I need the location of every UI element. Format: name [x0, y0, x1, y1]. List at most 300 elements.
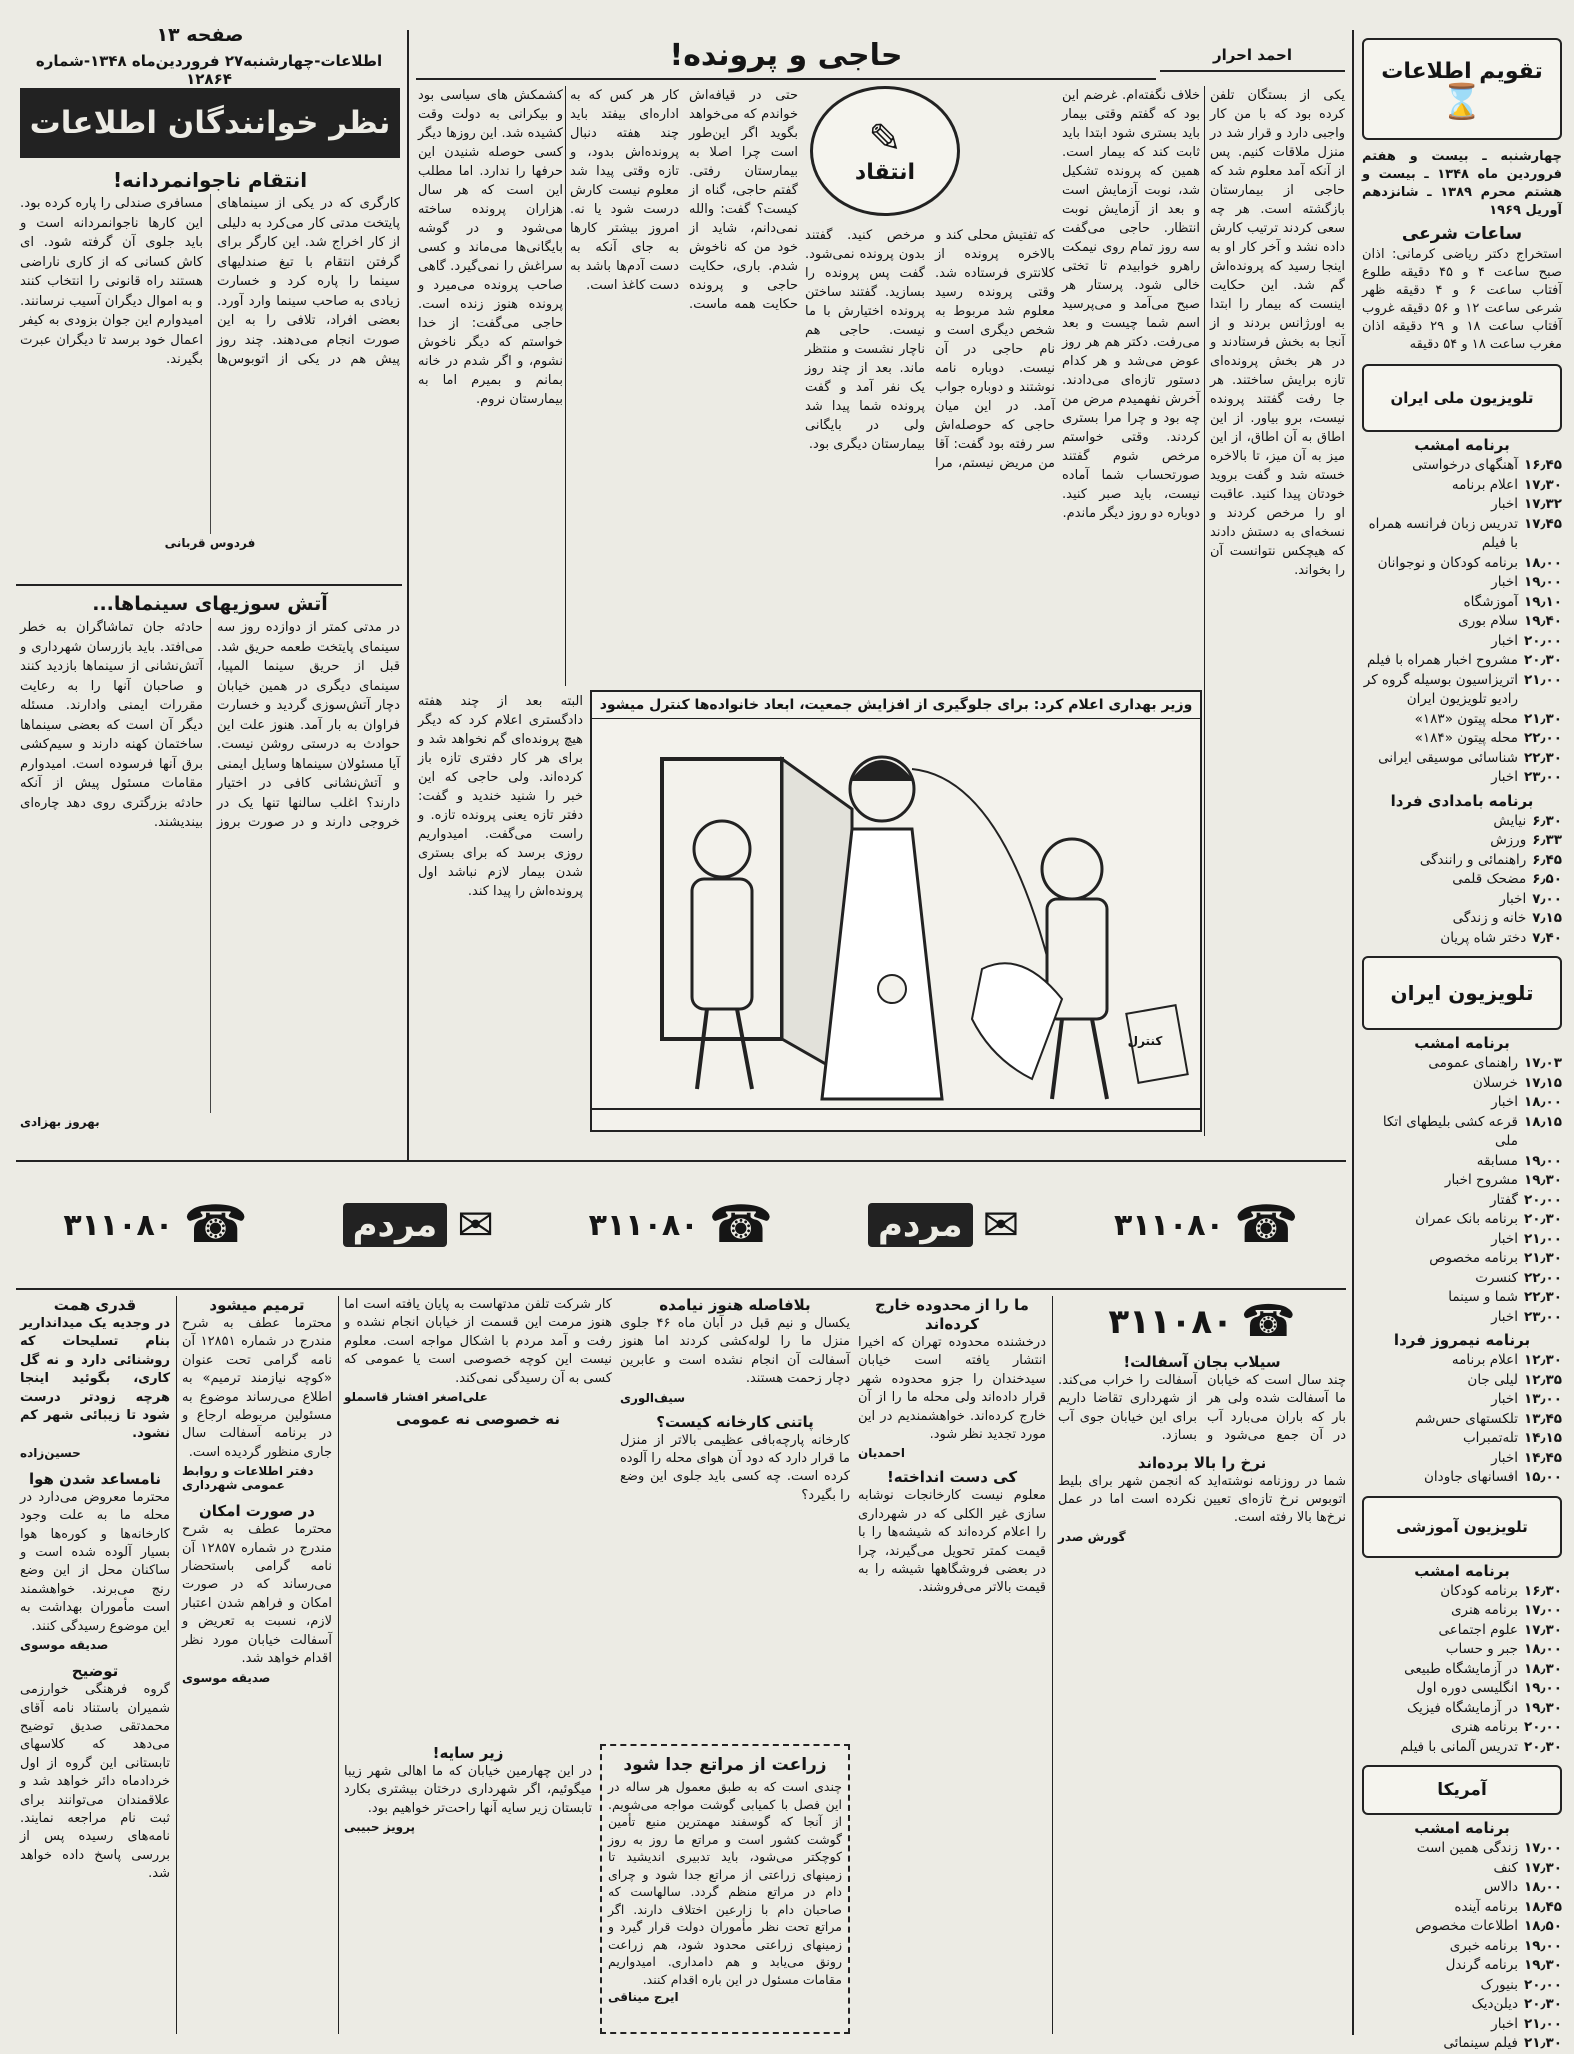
hajji-column-1: یکی از بستگان تلفن کرده بود که با من کار واجبی دارد و قرار شد در منزل ملاقات کنیم. پس از آنکه آمد معلوم شد که حاجی از بیمارستان بازگشته است. هر چه سعی کردند ترتیب کارش داده نشد و آخر کار او به اینجا رسید که پرونده‌اش گم شد. این حکایت اینست که بیمار را ابتدا به اورژانس بردند و از آنجا به بخش فرستادند و در هر بخش پرونده‌ای تازه برایش ساختند. هر جا رفت گفتند پرونده نیست، برو بیاور. از این اطاق به آن اطاق، از این میز به آن میز، تا بالاخره خسته شد و گفت بروید خودتان پیدا کنید. عاقبت او را مرخص کردند و نسخه‌ای به دستش دادند که هیچکس نتوانست آن را بخواند.: [1210, 88, 1345, 578]
tv2-program-row: [1362, 1308, 1562, 1328]
tv2-program-name: گفتار: [1490, 1191, 1518, 1208]
tv4-program-name: برنامه آینده: [1454, 1898, 1518, 1915]
tv2-program-time: ۱۷٫۱۵: [1523, 1074, 1562, 1091]
tv2-program-row: [1362, 1152, 1562, 1172]
c5-text: محترما عطف به شرح مندرج در شماره ۱۲۸۵۷ آن نامه گرامی باستحضار می‌رساند که در صورت امکان و فراهم شدن اعتبار لازم، نسبت به تعریض و آسفالت خیابان مورد نظر اقدام خواهد شد.: [182, 1522, 332, 1667]
tv1-tomorrow-time: ۶٫۳۳: [1532, 832, 1562, 848]
tv4-list: [1362, 1839, 1562, 2054]
tv2-program-time: ۲۲٫۳۰: [1523, 1289, 1562, 1305]
calendar-divider: [1352, 30, 1354, 2035]
calendar-icon: ⌛: [1440, 81, 1484, 122]
tv4-program-name: اطلاعات مخصوص: [1415, 1918, 1518, 1934]
tv3-program-time: ۱۸٫۰۰: [1523, 1641, 1562, 1657]
tv3-program-row: [1362, 1660, 1562, 1680]
tv4-program-name: برنامه خبری: [1449, 1937, 1518, 1954]
tv1-program-row: [1362, 495, 1562, 515]
tv3-program-name: برنامه هنری: [1450, 1602, 1518, 1618]
reader-column-title: نظر خوانندگان اطلاعات: [29, 105, 391, 141]
tv3-program-row: [1362, 1718, 1562, 1738]
tv1-tomorrow-time: ۶٫۳۰: [1532, 812, 1562, 829]
calendar-logo: [1362, 38, 1562, 140]
tv4-program-name: دالاس: [1484, 1879, 1518, 1895]
tv1-tomorrow-row: [1362, 909, 1562, 929]
tv4-program-time: ۱۷٫۳۰: [1523, 1859, 1562, 1876]
hajji-divider-1: [1204, 86, 1205, 1136]
c8-text: یکسال و نیم قبل در آبان ماه ۴۶ جلوی منزل ما را لوله‌کشی کردند اما هنوز آسفالت آن انجام نشده است و عابرین دچار زحمت هستند.: [620, 1316, 850, 1387]
c6-text: کار شرکت تلفن مدتهاست به پایان یافته است اما هنوز مرمت این قسمت از خیابان انجام نشده و رفت و آمد مردم با اشکال مواجه است. معلوم نیست این کوچه خصوصی است یا عمومی که کسی به آن رسیدگی نمی‌کند.: [344, 1297, 612, 1386]
tv3-program-name: برنامه هنری: [1450, 1719, 1518, 1735]
tv4-program-name: دیلن‌دیک: [1471, 1996, 1518, 2012]
tv1-program-time: ۱۹٫۱۰: [1523, 593, 1562, 610]
c7-text: در این چهارمین خیابان که ما اهالی شهر زیبا میگوئیم، اگر شهرداری درختان بیشتری بکارد تابستان زیر سایه آنها راحت‌تر خواهیم بود.: [344, 1764, 592, 1816]
telephone-icon: ☎: [183, 1195, 248, 1255]
tv4-logo: [1362, 1765, 1562, 1815]
hajji-divider-2: [565, 86, 566, 686]
tv2-program-row: [1362, 1171, 1562, 1191]
tv1-tomorrow-name: ورزش: [1490, 832, 1527, 848]
tv2-program-time: ۱۸٫۱۵: [1523, 1113, 1562, 1130]
hajji-column-4: حتی در قیافه‌اش خواندم که می‌خواهد بگوید اگر این‌طور است چرا اصلا به بیمارستان رفتی. گفتم حاجی، گناه از کیست؟ گفت: والله نمی‌دانم، شاید از خود من که ناخوش شدم. باری، حکایت حاجی و پرونده حکایت همه ماست. کار هر کس که به اداره‌ای بیفتد باید چند هفته دنبال پرونده‌اش بدود، و تازه وقتی پیدا شد معلوم نیست کارش درست شود یا نه. امروز بیشتر کارها به جای آنکه به دست آدم‌ها باشد به دست کاغذ است.: [570, 88, 798, 312]
tv4-program-time: ۱۸٫۵۰: [1523, 1918, 1562, 1934]
tv1-program-time: ۱۶٫۴۵: [1523, 457, 1562, 473]
tv2-tomorrow-title: برنامه نیمروز فردا: [1393, 1331, 1531, 1349]
vengeance-text: کارگری که در یکی از سینماهای پایتخت مدتی کار می‌کرد به دلیلی از کار اخراج شد. این کارگر برای گرفتن انتقام با تیغ صندلیهای سینما را پاره کرد و خسارت زیادی به صاحب سینما وارد آورد. بعضی افراد، تلافی را به این صورت انجام می‌دهند. چند روز پیش هم در یکی از اتوبوس‌ها مسافری صندلی را پاره کرده بود. این کارها ناجوانمردانه است و باید جلوی آن گرفته شود. ای کاش کسانی که از کاری ناراضی هستند راه قانونی را انتخاب کنند و به اموال دیگران آسیب نرسانند. امیدوارم این جوان بزودی به کیفر اعمال خود برسد تا دیگران عبرت بگیرند.: [20, 196, 400, 367]
banner-block-2: [868, 1200, 1019, 1251]
tv4-program-row: [1362, 1839, 1562, 1859]
c5-author: صدیقه موسوی: [182, 1670, 271, 1685]
c8-author: سیف‌الوری: [620, 1390, 686, 1405]
tv1-tomorrow-time: ۶٫۵۰: [1532, 871, 1562, 887]
tv1-tomorrow-name: خانه و زندگی: [1452, 910, 1527, 926]
tv1-program-name: اخبار: [1491, 574, 1518, 590]
cartoon-drawing: [592, 719, 1200, 1131]
tv1-tomorrow-name: اخبار: [1499, 890, 1527, 907]
agri-author: ایرج میناقی: [608, 1990, 679, 2004]
cartoon-box: [590, 690, 1202, 1132]
tv3-program-row: [1362, 1738, 1562, 1758]
people-col-d: [620, 1296, 850, 1736]
tv1-program-name: سلام بوری: [1458, 613, 1518, 629]
banner-phone-3: ۳۱۱۰۸۰: [63, 1207, 174, 1243]
tv3-program-time: ۱۷٫۰۰: [1523, 1602, 1562, 1618]
mailbox-icon: ✉: [982, 1199, 1020, 1251]
tv2-program-row: [1362, 1249, 1562, 1269]
tv1-program-time: ۱۹٫۰۰: [1523, 574, 1562, 590]
tv4-program-name: زندگی همین است: [1416, 1840, 1518, 1856]
tv2-tomorrow-row: [1362, 1410, 1562, 1430]
tv3-program-row: [1362, 1582, 1562, 1602]
tv4-program-row: [1362, 1976, 1562, 1996]
tv2-program-time: ۲۰٫۰۰: [1523, 1191, 1562, 1208]
tv2-program-name: اخبار: [1491, 1094, 1518, 1110]
agri-title: زراعت از مراتع جدا شود: [623, 1755, 827, 1775]
c4-author: دفتر اطلاعات و روابط عمومی شهرداری: [182, 1464, 314, 1493]
issue-line: اطلاعات-چهارشنبه۲۷ فروردین‌ماه ۱۳۴۸-شماره ۱۲۸۶۴: [35, 52, 383, 88]
reader-divider-1: [16, 584, 402, 586]
page-label: صفحه ۱۳: [156, 24, 244, 46]
banner-top-rule: [16, 1160, 1346, 1162]
tv1-program-row: [1362, 593, 1562, 613]
tv3-program-row: [1362, 1679, 1562, 1699]
tv2-program-time: ۲۱٫۰۰: [1523, 1230, 1562, 1247]
tv2-tomorrow-list: [1362, 1351, 1562, 1488]
vengeance-article: [20, 166, 400, 576]
c1-author: حسین‌زاده: [20, 1445, 81, 1460]
tv2-tomorrow-name: تلکستهای حس‌شم: [1415, 1410, 1518, 1427]
tv4-logo-text: آمریکا: [1437, 1780, 1487, 1800]
c1-text: در وجدیه یک میدانداریر بنام تسلیحات که روشنائی دارد و نه گل کاری، بگوئید اینجا هرچه زودتر درست شود تا زیبائی شهر کم نشود.: [20, 1316, 170, 1442]
prayer-text: استخراج دکتر ریاضی کرمانی: اذان صبح ساعت ۴ و ۴۵ دقیقه طلوع آفتاب ساعت ۶ و ۴ دقیقه ظهر شرعی ساعت ۱۲ و ۵۶ دقیقه غروب آفتاب ساعت ۱۸ و ۲۹ دقیقه اذان مغرب ساعت ۱۸ و ۵۴ دقیقه: [1362, 247, 1563, 352]
tv3-program-time: ۱۷٫۳۰: [1523, 1621, 1562, 1638]
criticism-logo-icon: ✎: [868, 115, 902, 162]
tv1-program-name: محله پیتون «۱۸۴»: [1414, 730, 1518, 746]
tv1-program-row: [1362, 573, 1562, 593]
tv2-tomorrow-time: ۱۲٫۳۵: [1523, 1371, 1562, 1388]
tv1-program-row: [1362, 729, 1562, 749]
criticism-logo-label: انتقاد: [854, 159, 916, 185]
people-col-a: [20, 1296, 170, 2034]
c6-title: نه خصوصی نه عمومی: [396, 1410, 560, 1429]
tv3-program-row: [1362, 1640, 1562, 1660]
tv2-program-name: برنامه مخصوص: [1429, 1250, 1518, 1266]
tv1-tomorrow-name: نیایش: [1493, 812, 1527, 829]
tv2-program-time: ۱۹٫۰۰: [1523, 1152, 1562, 1169]
tv2-tomorrow-name: تله‌تمبراب: [1462, 1430, 1518, 1446]
tv1-program-time: ۲۲٫۰۰: [1523, 730, 1562, 746]
phone-badge: [1058, 1296, 1346, 1347]
c2-text: محترما معروض می‌دارد در محله ما به علت وجود کارخانه‌ها و کوره‌ها هوا بسیار آلوده شده است و ساکنان محل از این وضع رنج می‌برند. خواهشمند است مأموران بهداشت به این موضوع رسیدگی کنند.: [20, 1489, 170, 1634]
tv2-program-row: [1362, 1074, 1562, 1094]
tv3-program-row: [1362, 1699, 1562, 1719]
tv1-program-time: ۲۰٫۰۰: [1523, 632, 1562, 649]
c3-title: توضیح: [71, 1662, 119, 1681]
c11-text: معلوم نیست کارخانجات نوشابه سازی غیر الکلی که در شهرداری را اعلام کرده‌اند که شیشه‌ها را با قیمت کمتر تحویل می‌گیرند، چرا در بعضی فروشگاهها شیشه را به قیمت بالاتر می‌فروشند.: [858, 1488, 1046, 1596]
tv1-program-row: [1362, 749, 1562, 769]
tv1-program-time: ۱۸٫۰۰: [1523, 554, 1562, 571]
c13-title: نرخ را بالا برده‌اند: [1137, 1453, 1267, 1472]
tv3-program-name: انگلیسی دوره اول: [1416, 1680, 1518, 1696]
banner-phone-1: ۳۱۱۰۸۰: [1114, 1207, 1224, 1243]
people-banner: [16, 1166, 1346, 1284]
tv2-tomorrow-name: افسانهای جاودان: [1424, 1469, 1518, 1485]
tv1-program-row: [1362, 476, 1562, 496]
tv2-tomorrow-row: [1362, 1429, 1562, 1449]
tv3-program-name: علوم اجتماعی: [1438, 1621, 1518, 1638]
tv1-tomorrow-time: ۷٫۱۵: [1532, 910, 1562, 926]
telephone-icon: ☎: [1233, 1195, 1299, 1255]
people-divider-1: [176, 1296, 177, 2034]
tv2-title: برنامه امشب: [1414, 1034, 1510, 1052]
tv4-program-time: ۱۹٫۳۰: [1523, 1957, 1562, 1973]
criticism-logo: [810, 86, 960, 216]
section-phone: ۳۱۱۰۸۰: [1108, 1301, 1233, 1342]
tv1-tomorrow-time: ۶٫۴۵: [1532, 851, 1562, 868]
tv2-tomorrow-time: ۱۴٫۱۵: [1523, 1430, 1562, 1446]
tv2-tomorrow-name: اعلام برنامه: [1451, 1352, 1518, 1368]
fire-text: در مدتی کمتر از دوازده روز سه سینمای پایتخت طعمه حریق شد. قبل از حریق سینما المپیا، سینمای دیگری در همین خیابان دچار آتش‌سوزی گردید و خسارت فراوان به بار آمد. هنوز علت این حوادث به درستی روشن نیست. آیا مسئولان سینماها وسایل ایمنی و آتش‌نشانی کافی در اختیار دارند؟ اغلب سالنها تنها یک در خروجی دارند و در صورت بروز حادثه جان تماشاگران به خطر می‌افتد. باید بازرسان شهرداری و آتش‌نشانی از سینماها بازدید کنند و صاحبان آنها را به رعایت مقررات ایمنی وادارند. مسئله دیگر آن است که بعضی سینماها ساختمان کهنه دارند و سیم‌کشی برق آنها فرسوده است. امیدوارم مقامات مسئول پیش از آنکه حادثه بزرگتری روی دهد چاره‌ای بیندیشند.: [20, 620, 400, 830]
c13-text: شما در روزنامه نوشته‌اید که انجمن شهر برای بلیط اتوبوس نرخ تازه‌ای تعیین نکرده است اما در عمل نرخ‌ها بالا رفته است.: [1058, 1473, 1346, 1526]
tv4-program-name: اخبار: [1491, 2015, 1518, 2032]
tv2-program-name: قرعه کشی بلیطهای اتکا ملی: [1382, 1113, 1518, 1149]
tv4-program-time: ۱۷٫۰۰: [1523, 1840, 1562, 1856]
tv2-program-time: ۲۲٫۰۰: [1523, 1269, 1562, 1286]
mailbox-icon: ✉: [457, 1199, 495, 1251]
c2-title: نامساعد شدن هوا: [29, 1469, 161, 1488]
main-title-box: [416, 34, 1156, 80]
tv1-program-row: [1362, 710, 1562, 730]
fire-author: بهروز بهزادی: [20, 1115, 100, 1129]
reader-column-header: [20, 88, 400, 158]
tv4-program-time: ۲۰٫۰۰: [1523, 1976, 1562, 1993]
tv1-program-time: ۱۷٫۴۵: [1523, 515, 1562, 532]
tv2-tomorrow-name: اخبار: [1491, 1391, 1518, 1407]
tv3-program-time: ۱۶٫۳۰: [1523, 1582, 1562, 1599]
tv2-program-row: [1362, 1113, 1562, 1152]
c5-title: در صورت امکان: [199, 1502, 315, 1521]
tv4-program-time: ۲۱٫۰۰: [1523, 2015, 1562, 2032]
tv2-program-name: مشروح اخبار: [1444, 1172, 1518, 1188]
tv1-tomorrow-row: [1362, 929, 1562, 949]
tv3-program-name: جبر و حساب: [1445, 1641, 1518, 1657]
hajji-column-6: البته بعد از چند هفته دادگستری اعلام کرد که دیگر هیچ پرونده‌ای گم نخواهد شد و برای هر کار دفتری تازه باز کرده‌اند. ولی حاجی که این خبر را شنید خندید و گفت: دفتر تازه یعنی پرونده تازه. و راست می‌گفت. امیدواریم روزی برسد که برای بستری شدن بیمار لازم نباشد اول پرونده‌اش را پیدا کند.: [418, 694, 583, 899]
tv2-tomorrow-row: [1362, 1449, 1562, 1469]
people-col-c2: [344, 1744, 592, 2034]
hajji-column-2: خلاف نگفته‌ام. غرضم این بود که گفتم وقتی بیمار باید بستری شود ابتدا باید ثابت کند که بیمار است. همین که پرونده تشکیل شد، نوبت آزمایش است و بعد از آزمایش نوبت انتظار. حاجی می‌گفت سه روز تمام روی نیمکت راهرو خوابیدم تا تختی خالی شود. پرستار هر صبح می‌آمد و می‌پرسید اسم شما چیست و بعد می‌رفت. دکتر هم هر روز عوض می‌شد و هر کدام دستور تازه‌ای می‌دادند. آخرش نفهمیدم مرض من چه بود و چرا مرا بستری کردند. وقتی خواستم مرخص شوم گفتند صورتحساب شما آماده نیست، باید صبر کنید. دوباره دو روز دیگر ماندم.: [1062, 88, 1200, 521]
author-name: احمد احرار: [1213, 46, 1292, 64]
c7-author: پرویز حبیبی: [344, 1820, 416, 1835]
tv1-program-time: ۱۷٫۳۲: [1523, 496, 1562, 512]
tv4-program-row: [1362, 1995, 1562, 2015]
tv1-program-name: آهنگهای درخواستی: [1412, 457, 1518, 473]
tv4-program-time: ۱۸٫۴۵: [1523, 1898, 1562, 1915]
tv1-program-row: [1362, 768, 1562, 788]
tv1-program-name: اعلام برنامه: [1451, 476, 1518, 493]
tv1-program-row: [1362, 554, 1562, 574]
tv3-program-time: ۱۸٫۳۰: [1523, 1660, 1562, 1677]
c11-title: کی دست انداخته!: [886, 1468, 1018, 1487]
tv1-program-name: شناسائی موسیقی ایرانی: [1378, 749, 1518, 766]
tv1-logo: [1362, 364, 1562, 432]
tv2-program-name: مسابقه: [1476, 1152, 1518, 1169]
tv1-program-time: ۱۹٫۴۰: [1523, 613, 1562, 629]
agriculture-article: [600, 1744, 850, 2034]
tv2-program-name: خرسلان: [1472, 1074, 1518, 1091]
tv4-program-time: ۱۹٫۰۰: [1523, 1937, 1562, 1954]
c12-text: چند سال است که خیابان ما آسفالت شده ولی هر بار که باران می‌بارد آب در آن جمع می‌شود و آسفالت را خراب می‌کند. از شهرداری تقاضا داریم برای این خیابان جوی آب بسازد.: [1058, 1373, 1346, 1444]
tv1-tomorrow-name: دختر شاه پریان: [1440, 929, 1527, 946]
tv1-program-row: [1362, 456, 1562, 476]
tv4-program-name: کنف: [1493, 1859, 1518, 1876]
tv1-list: [1362, 456, 1562, 788]
tv4-program-row: [1362, 1937, 1562, 1957]
vengeance-author: فردوس قربانی: [164, 536, 256, 550]
tv2-program-time: ۲۰٫۳۰: [1523, 1211, 1562, 1227]
c2-author: صدیقه موسوی: [20, 1638, 109, 1653]
tv2-program-time: ۲۳٫۰۰: [1523, 1308, 1562, 1325]
c8-title: بلافاصله هنوز نیامده: [659, 1296, 811, 1314]
tv2-program-time: ۲۱٫۳۰: [1523, 1250, 1562, 1266]
tv1-program-time: ۲۱٫۳۰: [1523, 710, 1562, 727]
tv3-list: [1362, 1582, 1562, 1758]
fire-title: آتش سوزیهای سینماها...: [92, 593, 328, 615]
tv1-program-name: اخبار: [1491, 769, 1518, 785]
telephone-icon: ☎: [708, 1195, 774, 1255]
tv1-program-row: [1362, 612, 1562, 632]
hajji-column-3: که تفتیش محلی کند و بالاخره پرونده از کلانتری فرستاده شد. وقتی پرونده رسید معلوم شد مربوط به شخص دیگری است و نام حاجی در آن نیست. دوباره نامه نوشتند و دوباره جواب آمد. در این میان حاجی که حوصله‌اش سر رفته بود گفت: آقا من مریض نیستم، مرا مرخص کنید. گفتند بدون پرونده نمی‌شود. گفت پس پرونده را بسازید. گفتند ساختن پرونده اختیارش با ما نیست. حاجی هم ناچار نشست و منتظر ماند. بعد از چند روز یک نفر آمد و گفت پرونده شما پیدا شد ولی در بایگانی بیمارستان دیگری بود.: [805, 228, 1055, 471]
tv3-program-time: ۱۹٫۳۰: [1523, 1699, 1562, 1716]
tv4-program-row: [1362, 1878, 1562, 1898]
c4-title: ترمیم میشود: [209, 1296, 305, 1314]
people-divider-3: [1052, 1296, 1053, 2034]
tv1-program-row: [1362, 651, 1562, 671]
tv2-tomorrow-row: [1362, 1371, 1562, 1391]
tv2-program-name: شما و سینما: [1448, 1289, 1518, 1305]
tv4-program-name: برنامه گرندل: [1445, 1957, 1518, 1973]
vengeance-title: انتقام ناجوانمردانه!: [112, 168, 308, 192]
tv1-program-name: آموزشگاه: [1463, 593, 1518, 610]
tv3-program-row: [1362, 1621, 1562, 1641]
tv1-program-time: ۲۱٫۰۰: [1523, 671, 1562, 688]
tv2-tomorrow-time: ۱۲٫۳۰: [1523, 1352, 1562, 1368]
tv4-program-row: [1362, 1898, 1562, 1918]
tv1-logo-text: تلویزیون ملی ایران: [1390, 389, 1534, 407]
tv4-program-row: [1362, 2015, 1562, 2035]
banner-block-3: [589, 1195, 774, 1255]
c10-title: ما را از محدوده خارج کرده‌اند: [875, 1296, 1029, 1333]
tv3-program-name: برنامه کودکان: [1440, 1582, 1518, 1599]
main-title: حاجی و پرونده!: [669, 38, 903, 73]
tv2-tomorrow-row: [1362, 1468, 1562, 1488]
tv1-program-row: [1362, 671, 1562, 710]
tv2-tomorrow-time: ۱۴٫۴۵: [1523, 1449, 1562, 1466]
tv1-tomorrow-row: [1362, 890, 1562, 910]
tv2-program-name: اخبار: [1491, 1308, 1518, 1325]
tv4-program-name: فیلم سینمائی: [1443, 2035, 1518, 2051]
tv1-program-row: [1362, 632, 1562, 652]
calendar-title: تقویم اطلاعات: [1381, 58, 1543, 84]
tv2-program-row: [1362, 1269, 1562, 1289]
people-col-f: [1058, 1296, 1346, 2034]
tv2-logo-text: تلویزیون ایران: [1390, 981, 1534, 1005]
tv2-tomorrow-time: ۱۳٫۰۰: [1523, 1391, 1562, 1407]
tv1-tomorrow-row: [1362, 812, 1562, 832]
tv3-logo: [1362, 1496, 1562, 1558]
tv4-program-time: ۱۸٫۰۰: [1523, 1879, 1562, 1895]
tv2-program-row: [1362, 1054, 1562, 1074]
tv2-tomorrow-name: اخبار: [1491, 1449, 1518, 1466]
tv1-tomorrow-row: [1362, 831, 1562, 851]
banner-bottom-rule: [16, 1288, 1346, 1290]
people-col-e: [858, 1296, 1046, 2034]
c13-author: گورش صدر: [1058, 1529, 1126, 1544]
tv2-tomorrow-row: [1362, 1351, 1562, 1371]
tv2-program-time: ۱۸٫۰۰: [1523, 1094, 1562, 1110]
tv1-title: برنامه امشب: [1414, 436, 1510, 454]
tv4-program-time: ۲۰٫۳۰: [1523, 1996, 1562, 2012]
banner-block-1: [1114, 1195, 1299, 1255]
tv1-program-name: مشروح اخبار همراه با فیلم: [1367, 652, 1518, 668]
tv2-tomorrow-time: ۱۳٫۴۵: [1523, 1410, 1562, 1427]
tv4-program-row: [1362, 1859, 1562, 1879]
tv1-program-name: اتریزاسیون بوسیله گروه کر رادیو تلویزیون ایران: [1363, 671, 1518, 707]
banner-title-1: مردم: [868, 1203, 973, 1247]
tv4-program-time: ۲۱٫۳۰: [1523, 2035, 1562, 2051]
people-divider-2: [338, 1296, 339, 2034]
tv1-program-row: [1362, 515, 1562, 554]
tv4-program-name: بنیورک: [1480, 1976, 1518, 1993]
agri-text: چندی است که به طبق معمول هر ساله در این فصل با کمیابی گوشت مواجه می‌شویم. از آنجا که گوسفند مهمترین منبع تأمین گوشت کشور است و مراتع ما روز به روز کوچکتر می‌شود، باید تدبیری اندیشید تا زمینهای زراعتی از مراتع جدا شود و چرای دام در مراتع منظم گردد. سالهاست که صاحبان دام با زارعین اختلاف دارند. اگر مراتع تحت نظر مأموران دولت قرار گیرد و زمینهای زراعتی محدود شود، هم زراعت رونق می‌یابد و هم دامداری. امیدواریم مقامات مسئول در این باره اقدام کنند.: [608, 1779, 842, 1987]
tv1-tomorrow-list: [1362, 812, 1562, 949]
banner-title-2: مردم: [343, 1203, 448, 1247]
c12-title: سیلاب بجان آسفالت!: [1123, 1353, 1281, 1371]
tv1-program-time: ۲۳٫۰۰: [1523, 769, 1562, 785]
calendar-column: [1362, 38, 1563, 2051]
tv1-program-name: تدریس زبان فرانسه همراه با فیلم: [1368, 515, 1518, 551]
banner-phone-2: ۳۱۱۰۸۰: [588, 1207, 699, 1243]
tv1-tomorrow-time: ۷٫۰۰: [1532, 890, 1562, 907]
tv1-tomorrow-title: برنامه بامدادی فردا: [1390, 791, 1534, 810]
tv2-logo: [1362, 956, 1562, 1030]
telephone-icon: ☎: [1240, 1296, 1296, 1347]
tv2-program-name: کنسرت: [1475, 1269, 1518, 1286]
tv3-program-row: [1362, 1601, 1562, 1621]
banner-block-4: [343, 1200, 494, 1251]
tv4-title: برنامه امشب: [1414, 1819, 1510, 1837]
c6-author: علی‌اصغر افشار قاسملو: [344, 1390, 488, 1405]
tv2-program-row: [1362, 1191, 1562, 1211]
prayer-title: ساعات شرعی: [1401, 224, 1523, 244]
tv2-program-row: [1362, 1288, 1562, 1308]
tv1-program-time: ۲۲٫۳۰: [1523, 749, 1562, 766]
calendar-date: چهارشنبه ـ بیست و هفتم فروردین ماه ۱۳۴۸ ـ بیست و هشتم محرم ۱۳۸۹ ـ شانزدهم آوریل ۱۹۶۹: [1362, 149, 1562, 218]
tv3-title: برنامه امشب: [1414, 1561, 1510, 1580]
tv3-program-name: در آزمایشگاه فیزیک: [1406, 1699, 1518, 1716]
tv2-tomorrow-row: [1362, 1390, 1562, 1410]
tv2-program-name: برنامه بانک عمران: [1415, 1211, 1518, 1227]
banner-block-5: [63, 1195, 248, 1255]
fire-article: [20, 590, 400, 1150]
tv1-tomorrow-time: ۷٫۴۰: [1532, 929, 1562, 946]
tv2-program-name: راهنمای عمومی: [1428, 1055, 1518, 1071]
tv1-tomorrow-name: مضحک قلمی: [1452, 871, 1527, 887]
author-box: [1160, 40, 1345, 72]
tv3-program-name: در آزمایشگاه طبیعی: [1404, 1660, 1518, 1677]
tv1-program-name: اخبار: [1491, 632, 1518, 649]
c4-text: محترما عطف به شرح مندرج در شماره ۱۲۸۵۱ آن نامه گرامی تحت عنوان «کوچه نیازمند ترمیم» به اطلاع می‌رساند موضوع به مسئولین مربوطه ارجاع و در برنامه آسفالت سال جاری منظور گردیده است.: [182, 1316, 332, 1460]
people-col-c: [344, 1296, 612, 1736]
cartoon-label: کنترل: [1127, 1034, 1163, 1048]
tv4-program-row: [1362, 2034, 1562, 2054]
cartoon-caption: وزیر بهداری اعلام کرد: برای جلوگیری از افزایش جمعیت، ابعاد خانواده‌ها کنترل میشود: [592, 692, 1200, 719]
c7-title: زیر سایه!: [432, 1744, 504, 1762]
tv2-program-name: اخبار: [1491, 1230, 1518, 1247]
tv1-program-time: ۱۷٫۳۰: [1523, 476, 1562, 493]
tv3-program-time: ۲۰٫۰۰: [1523, 1719, 1562, 1735]
c10-text: درخشنده محدوده تهران که اخیرا انتشار یافته است خیابان سیدخندان را جزو محدوده شهر قرار داده‌اند ولی محله ما را از آن خارج کرده‌اند. خواهشمندیم در این مورد تجدید نظر شود.: [858, 1335, 1046, 1443]
tv3-program-time: ۱۹٫۰۰: [1523, 1680, 1562, 1696]
tv1-tomorrow-name: راهنمائی و رانندگی: [1419, 851, 1527, 868]
tv1-program-name: اخبار: [1491, 496, 1518, 512]
tv3-program-time: ۲۰٫۳۰: [1523, 1738, 1562, 1755]
tv2-program-row: [1362, 1230, 1562, 1250]
tv2-tomorrow-name: لیلی جان: [1467, 1371, 1518, 1388]
tv4-program-row: [1362, 1917, 1562, 1937]
c1-title: قدری همت: [53, 1296, 137, 1314]
c9-title: پاتنی کارخانه کیست؟: [656, 1412, 814, 1431]
tv1-program-name: برنامه کودکان و نوجوانان: [1377, 554, 1518, 571]
tv2-program-row: [1362, 1093, 1562, 1113]
tv3-program-name: تدریس آلمانی با فیلم: [1400, 1738, 1518, 1755]
